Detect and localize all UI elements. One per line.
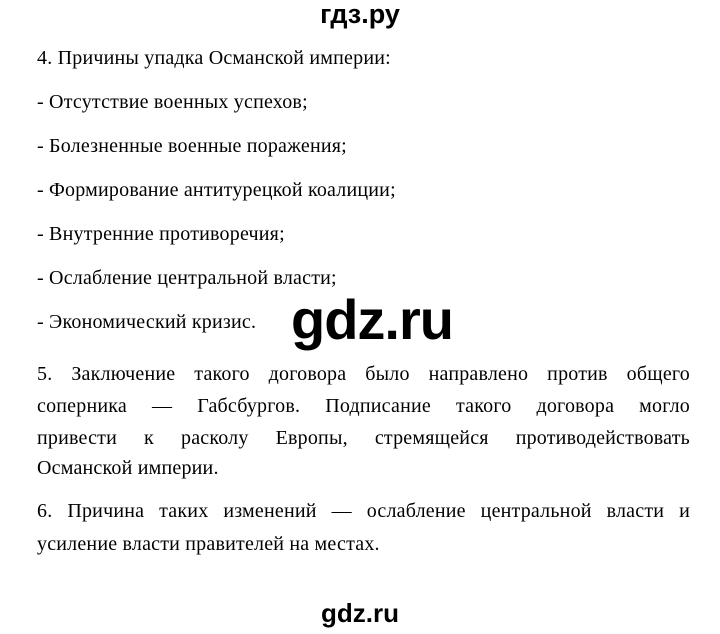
list-item: - Болезненные военные поражения; <box>37 135 347 157</box>
site-footer-logo: gdz.ru <box>321 598 399 628</box>
gdz-watermark-logo: gdz.ru <box>291 288 453 351</box>
list-item: - Формирование антитурецкой коалиции; <box>37 179 396 201</box>
site-header-logo: гдз.ру <box>320 0 400 29</box>
answer-6-line: 6. Причина таких изменений — ослабление центральной власти и <box>37 500 690 522</box>
answer-5-line: соперника — Габсбургов. Подписание такого договора могло <box>37 395 690 417</box>
list-item: - Внутренние противоречия; <box>37 223 285 245</box>
list-item: - Экономический кризис. <box>37 311 257 333</box>
answer-5-line: 5. Заключение такого договора было направлено против общего <box>37 363 690 385</box>
answer-6-line: усиление власти правителей на местах. <box>37 533 380 555</box>
list-item: - Отсутствие военных успехов; <box>37 91 308 113</box>
list-item: - Ослабление центральной власти; <box>37 267 337 289</box>
answer-5-line: Османской империи. <box>37 457 219 479</box>
answer-5-line: привести к расколу Европы, стремящейся противодействовать <box>37 427 690 449</box>
answer-4-heading: 4. Причины упадка Османской империи: <box>37 47 391 69</box>
